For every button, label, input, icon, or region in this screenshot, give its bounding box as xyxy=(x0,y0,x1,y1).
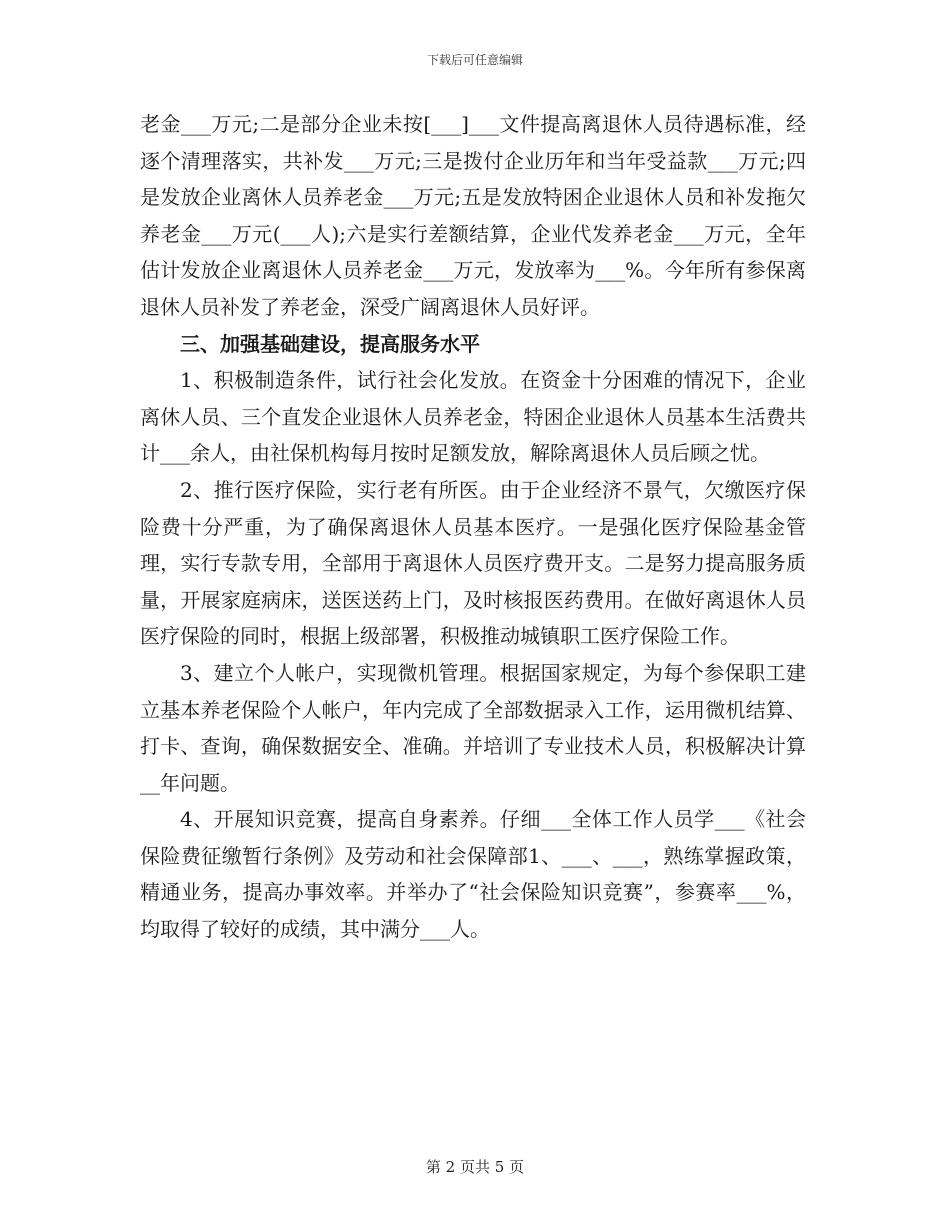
page-header: 下载后可任意编辑 xyxy=(426,53,523,67)
section-heading: 三、加强基础建设，提高服务水平 xyxy=(180,331,480,356)
paragraph-item-1: 1、积极制造条件，试行社会化发放。在资金十分困难的情况下，企业离休人员、三个直发企业退休人员养老金，特困企业退休人员基本生活费共计___余人，由社保机构每月按时足额发放，解除离退休人员后顾之忧。 xyxy=(140,368,806,466)
paragraph-item-3: 3、建立个人帐户，实现微机管理。根据国家规定，为每个参保职工建立基本养老保险个人帐户，年内完成了全部数据录入工作，运用微机结算、打卡、查询，确保数据安全、准确。并培训了专业技术人员，积极解决计算__年问题。 xyxy=(140,660,806,795)
page-footer: 第 2 页共 5 页 xyxy=(425,1158,525,1176)
paragraph-item-4: 4、开展知识竞赛，提高自身素养。仔细___全体工作人员学___《社会保险费征缴暂行条例》及劳动和社会保障部1、___、___，熟练掌握政策，精通业务，提高办事效率。并举办了“社会保险知识竞赛”，参赛率___%，均取得了较好的成绩，其中满分___人。 xyxy=(140,807,806,942)
paragraph-item-2: 2、推行医疗保险，实行老有所医。由于企业经济不景气，欠缴医疗保险费十分严重，为了确保离退休人员基本医疗。一是强化医疗保险基金管理，实行专款专用，全部用于离退休人员医疗费开支。二是努力提高服务质量，开展家庭病床，送医送药上门，及时核报医药费用。在做好离退休人员医疗保险的同时，根据上级部署，积极推动城镇职工医疗保险工作。 xyxy=(140,477,806,649)
paragraph-continuation: 老金___万元;二是部分企业未按[___]___文件提高离退休人员待遇标准，经逐个清理落实，共补发___万元;三是拨付企业历年和当年受益款___万元;四是发放企业离休人员养老金___万元;五是发放特困企业退休人员和补发拖欠养老金___万元(___人);六是实行差额结算，企业代发养老金___万元，全年估计发放企业离退休人员养老金___万元，发放率为___%。今年所有参保离退休人员补发了养老金，深受广阔离退休人员好评。 xyxy=(140,112,806,319)
document-body xyxy=(140,106,806,948)
